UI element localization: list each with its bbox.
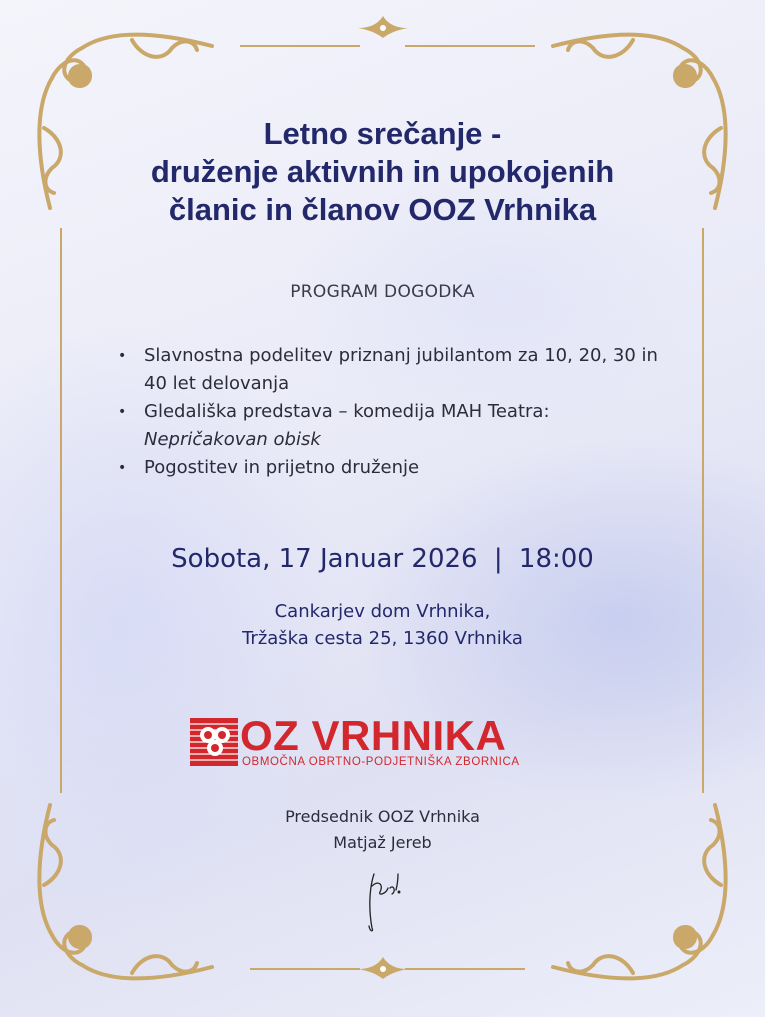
- date-time-separator: |: [493, 544, 503, 574]
- program-item: [118, 342, 678, 398]
- signatory: [0, 804, 765, 856]
- event-date: Sobota, 17 Januar 2026: [171, 544, 478, 574]
- frame-right-line: [702, 228, 704, 793]
- frame-left-line: [60, 228, 62, 793]
- program-heading: PROGRAM DOGODKA: [290, 282, 475, 302]
- program-item-text: Gledališka predstava – komedija MAH Teatra:: [144, 401, 550, 422]
- frame-bottom-line-left: [250, 968, 360, 970]
- program-item-subtitle: Nepričakovan obisk: [144, 429, 321, 450]
- bottom-center-ornament: [348, 955, 418, 981]
- signatory-name: Matjaž Jereb: [333, 833, 432, 852]
- program-item-text: Slavnostna podelitev priznanj jubilantom za 10, 20, 30 in 40 let delovanja: [144, 345, 658, 394]
- event-title: [0, 115, 765, 229]
- program-item-text: Pogostitev in prijetno druženje: [144, 457, 420, 478]
- program-item: [118, 454, 678, 482]
- venue-line-2: Tržaška cesta 25, 1360 Vrhnika: [242, 628, 523, 649]
- event-date-time: [0, 544, 765, 574]
- title-line-3: članic in članov OOZ Vrhnika: [168, 192, 597, 227]
- bullet-icon: •: [118, 348, 127, 364]
- title-line-2: druženje aktivnih in upokojenih: [150, 154, 615, 189]
- program-list: [118, 342, 678, 482]
- ooz-vrhnika-logo: [190, 712, 565, 778]
- venue-line-1: Cankarjev dom Vrhnika,: [274, 601, 491, 622]
- logo-name: OZ VRHNIKA: [240, 712, 507, 759]
- logo-mark-icon: [190, 718, 238, 766]
- event-time: 18:00: [518, 544, 594, 574]
- signature-image: [360, 866, 410, 936]
- frame-bottom-line-right: [405, 968, 525, 970]
- signatory-role: Predsednik OOZ Vrhnika: [285, 807, 480, 826]
- bullet-icon: •: [118, 404, 127, 420]
- event-venue: [0, 598, 765, 652]
- frame-top-line-right: [405, 45, 535, 47]
- program-item: [118, 398, 678, 454]
- title-line-1: Letno srečanje -: [263, 116, 502, 151]
- bullet-icon: •: [118, 460, 127, 476]
- logo-subtitle: OBMOČNA OBRTNO-PODJETNIŠKA ZBORNICA: [242, 756, 520, 768]
- top-center-ornament: [348, 14, 418, 40]
- frame-top-line-left: [240, 45, 360, 47]
